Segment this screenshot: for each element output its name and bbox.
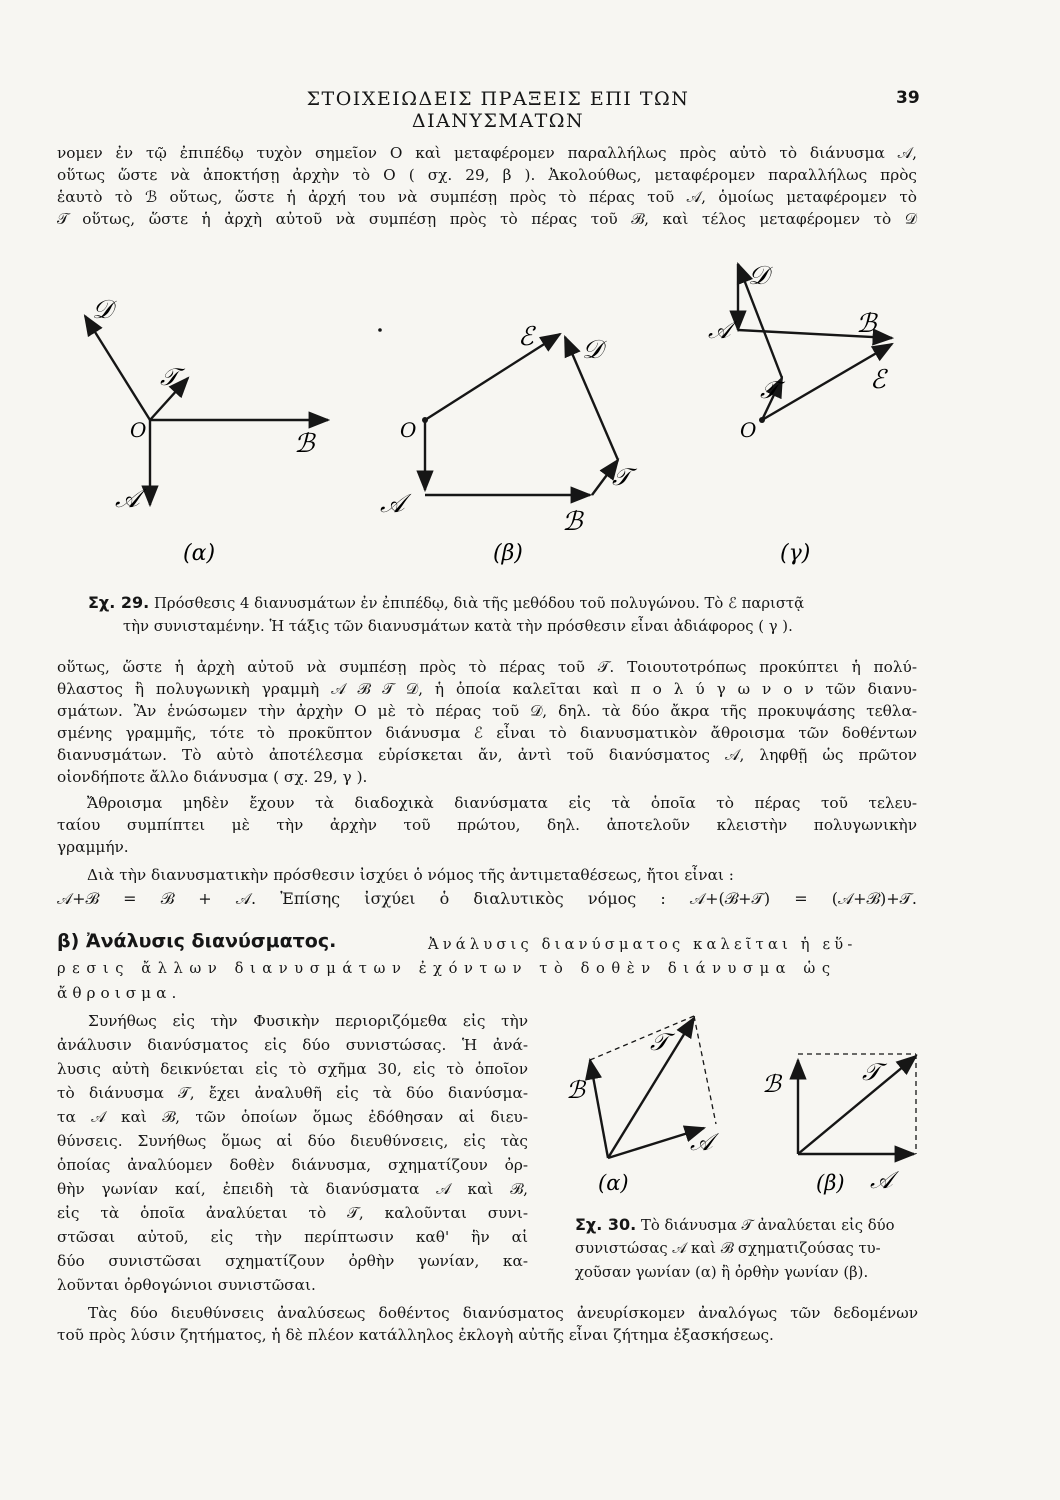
dot-mark xyxy=(378,328,382,332)
label-E: ℰ xyxy=(518,322,534,352)
label-T: 𝒯 xyxy=(650,1028,669,1056)
caption-text: Πρόσθεσις 4 διανυσμάτων ἐν ἐπιπέδῳ, διὰ τῆς μεθόδου τοῦ πολυγώνου. Τὸ ℰ παριστᾷ xyxy=(153,595,805,612)
label-D: 𝒟 xyxy=(748,261,769,291)
text-line: θύνσεις. Συνήθως ὅμως αἱ δύο διευθύνσεις, εἰς τὰς xyxy=(57,1132,528,1150)
label-B: ℬ xyxy=(856,309,877,339)
text-line: 𝒯 οὕτως, ὥστε ἡ ἀρχὴ αὐτοῦ νὰ συμπέσῃ πρὸς τὸ πέρας τοῦ ℬ, καὶ τέλος μεταφέρομεν τὸ 𝒟 xyxy=(57,210,917,228)
label-O: O xyxy=(400,418,417,442)
sublabel-a: (α) xyxy=(183,541,216,566)
text-line: ρεσις ἄλλων διανυσμάτων ἐχόντων τὸ δοθὲν διάνυσμα ὡς xyxy=(57,960,837,977)
text-line: Ἀνάλυσις διανύσματος καλεῖται ἡ εὕ- xyxy=(428,936,857,953)
text-line: οἱονδήποτε ἄλλο διάνυσμα ( σχ. 29, γ ). xyxy=(57,768,368,786)
vector-line xyxy=(85,316,150,420)
text-line: ἑαυτὸ τὸ ℬ οὕτως, ὥστε ἡ ἀρχή του νὰ συμπέσῃ πρὸς τὸ πέρας τοῦ 𝒜, ὁμοίως μεταφέρομεν τὸ xyxy=(57,188,917,206)
label-A: 𝒜 xyxy=(690,1128,713,1156)
text-line: Συνήθως εἰς τὴν Φυσικὴν περιοριζόμεθα εἰς τὴν xyxy=(88,1012,528,1030)
caption-text: χοῦσαν γωνίαν (α) ἢ ὀρθὴν γωνίαν (β). xyxy=(575,1264,869,1281)
page-number: 39 xyxy=(896,88,920,108)
vector-line xyxy=(590,1060,608,1158)
label-B: ℬ xyxy=(562,507,583,537)
text-line: Διὰ τὴν διανυσματικὴν πρόσθεσιν ἰσχύει ὁ νόμος τῆς ἀντιμεταθέσεως, ἤτοι εἶναι : xyxy=(87,866,734,884)
projection-line xyxy=(694,1016,716,1124)
label-D: 𝒟 xyxy=(92,295,113,325)
label-T: 𝒯 xyxy=(862,1058,881,1086)
text-line: γραμμήν. xyxy=(57,838,129,856)
projection-line xyxy=(590,1016,694,1060)
running-header: ΣΤΟΙΧΕΙΩΔΕΙΣ ΠΡΑΞΕΙΣ ΕΠΙ ΤΩΝ ΔΙΑΝΥΣΜΑΤΩΝ xyxy=(306,88,690,132)
figure-30 xyxy=(0,1000,1060,1210)
origin-point xyxy=(759,417,765,423)
vector-line xyxy=(425,334,560,420)
text-line: τα 𝒜 καὶ ℬ, τῶν ὁποίων ὅμως ἐδόθησαν αἱ διευ- xyxy=(57,1108,528,1126)
label-T: 𝒯 xyxy=(760,376,779,404)
text-line: Τὰς δύο διευθύνσεις ἀναλύσεως δοθέντος διανύσματος ἀνευρίσκομεν ἀναλόγως τῶν δεδομένων xyxy=(88,1304,918,1322)
formula-line: 𝒜+ℬ = ℬ + 𝒜. Ἐπίσης ἰσχύει ὁ διαλυτικὸς νόμος : 𝒜+(ℬ+𝒯) = (𝒜+ℬ)+𝒯. xyxy=(57,889,917,908)
vector-line xyxy=(798,1056,916,1154)
text-line: στῶσαι αὐτοῦ, εἰς τὴν περίπτωσιν καθ' ἣν αἱ xyxy=(57,1228,528,1246)
text-line: λοῦνται ὀρθογώνιοι συνιστῶσαι. xyxy=(57,1276,316,1294)
section-heading-text: β) Ἀνάλυσις διανύσματος. xyxy=(57,930,337,952)
caption-text: Τὸ διάνυσμα 𝒯 ἀναλύεται εἰς δύο xyxy=(640,1217,895,1234)
label-D: 𝒟 xyxy=(582,335,603,365)
text-line: Ἄθροισμα μηδὲν ἔχουν τὰ διαδοχικὰ διανύσματα εἰς τὰ ὁποῖα τὸ πέρας τοῦ τελευ- xyxy=(87,794,917,812)
label-B: ℬ xyxy=(566,1076,585,1104)
text-line: σμάτων. Ἂν ἑνώσωμεν τὴν ἀρχὴν Ο μὲ τὸ πέρας τοῦ 𝒟, δηλ. τὰ δύο ἄκρα τῆς προκυψάσης τεθλα- xyxy=(57,702,917,720)
sublabel-b: (β) xyxy=(816,1171,845,1195)
text-line: τὸ διάνυσμα 𝒯, ἔχει ἀναλυθῆ εἰς τὰ δύο διανύσμα- xyxy=(57,1084,528,1102)
text-line: νομεν ἐν τῷ ἐπιπέδῳ τυχὸν σημεῖον Ο καὶ μεταφέρομεν παραλλήλως πρὸς αὐτὸ τὸ διάνυσμα 𝒜, xyxy=(57,144,917,162)
caption-number: Σχ. 30. xyxy=(575,1215,637,1234)
text-line: τοῦ πρὸς λύσιν ζητήματος, ἡ δὲ πλέον κατάλληλος ἐκλογὴ αὐτῆς εἶναι ζήτημα ἐξασκήσεως. xyxy=(57,1326,774,1344)
text-line: οὕτως ὥστε νὰ ἀποκτήσῃ ἀρχὴν τὸ Ο ( σχ. 29, β ). Ἀκολούθως, μεταφέρομεν παραλλήλως πρὸς xyxy=(57,166,917,184)
text-line: ὁποίας ἀναλύομεν δοθὲν διάνυσμα, σχηματίζουν ὀρ- xyxy=(57,1156,528,1174)
text-line: ἄθροισμα. xyxy=(57,984,182,1002)
text-line: θλαστος ἢ πολυγωνικὴ γραμμὴ 𝒜 ℬ 𝒯 𝒟, ἡ ὁποία καλεῖται καὶ π ο λ ύ γ ω ν ο ν τῶν διανυ- xyxy=(57,680,917,698)
text-line: σμένης γραμμῆς, τότε τὸ προκῦπτον διάνυσμα ℰ εἶναι τὸ διανυσματικὸν ἄθροισμα τῶν δοθέντων xyxy=(57,724,917,742)
label-A: 𝒜 xyxy=(870,1166,893,1194)
label-A: 𝒜 xyxy=(380,489,405,519)
label-O: O xyxy=(130,418,147,442)
label-T: 𝒯 xyxy=(160,363,179,391)
caption-text: συνιστώσας 𝒜 καὶ ℬ σχηματιζούσας τυ- xyxy=(575,1240,881,1257)
label-A: 𝒜 xyxy=(708,316,731,344)
text-line: διανυσμάτων. Τὸ αὐτὸ ἀποτέλεσμα εὑρίσκεται ἄν, ἀντὶ τοῦ διανύσματος 𝒜, ληφθῇ ὡς πρῶτον xyxy=(57,746,917,764)
origin-point xyxy=(422,417,428,423)
caption-number: Σχ. 29. xyxy=(88,593,150,612)
label-B: ℬ xyxy=(294,429,315,459)
text-line: θὴν γωνίαν καί, ἐπειδὴ τὰ διανύσματα 𝒜 καὶ ℬ, xyxy=(57,1180,528,1198)
sublabel-a: (α) xyxy=(598,1171,629,1195)
text-line: ἀνάλυσιν διανύσματος εἰς δύο συνιστώσας. Ἡ ἀνά- xyxy=(57,1036,528,1054)
label-E: ℰ xyxy=(870,365,886,395)
caption-text: τὴν συνισταμένην. Ἡ τάξις τῶν διανυσμάτων κατὰ τὴν πρόσθεσιν εἶναι ἀδιάφορος ( γ ). xyxy=(123,618,793,635)
label-T: 𝒯 xyxy=(612,463,631,491)
sublabel-b: (β) xyxy=(493,541,523,566)
text-line: εἰς τὰ ὁποῖα ἀναλύεται τὸ 𝒯, καλοῦνται συνι- xyxy=(57,1204,528,1222)
sublabel-c: (γ) xyxy=(780,541,811,566)
section-heading xyxy=(57,930,336,952)
text-line: δύο συνιστῶσαι σχηματίζουν ὀρθὴν γωνίαν, κα- xyxy=(57,1252,528,1270)
label-O: O xyxy=(740,418,757,442)
figure-29 xyxy=(0,240,1060,570)
text-line: λυσις αὐτὴ δεικνύεται εἰς τὸ σχῆμα 30, εἰς τὸ ὁποῖον xyxy=(57,1060,528,1078)
text-line: ταίου συμπίπτει μὲ τὴν ἀρχὴν τοῦ πρώτου, δηλ. ἀποτελοῦν κλειστὴν πολυγωνικὴν xyxy=(57,816,917,834)
label-B: ℬ xyxy=(762,1070,781,1098)
label-A: 𝒜 xyxy=(115,484,140,514)
text-line: οὕτως, ὥστε ἡ ἀρχὴ αὐτοῦ νὰ συμπέσῃ πρὸς τὸ πέρας τοῦ 𝒯. Τοιουτοτρόπως προκύπτει ἡ πολύ- xyxy=(57,658,917,676)
